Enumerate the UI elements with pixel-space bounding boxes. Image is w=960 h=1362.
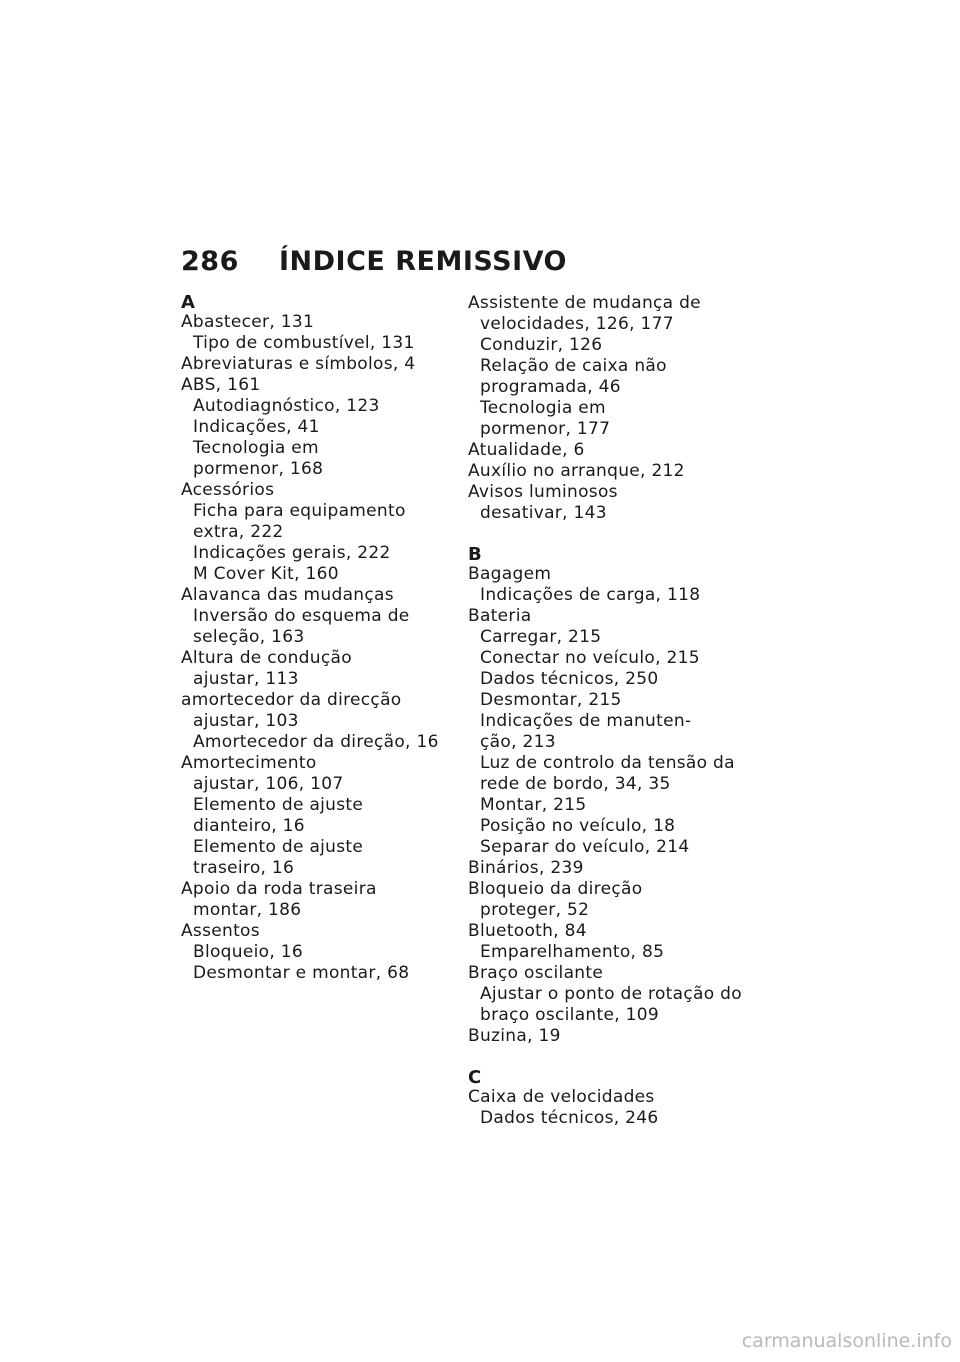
index-entry: Bagagem (468, 564, 552, 584)
index-subentry: M Cover Kit, 160 (193, 564, 339, 584)
index-subentry: Bloqueio, 16 (193, 942, 303, 962)
index-subentry: Posição no veículo, 18 (480, 816, 676, 836)
index-entry: Assistente de mudança de (468, 293, 701, 313)
index-subentry: dianteiro, 16 (193, 816, 305, 836)
index-subentry: Dados técnicos, 250 (480, 669, 659, 689)
index-entry: Abreviaturas e símbolos, 4 (181, 354, 416, 374)
index-subentry: velocidades, 126, 177 (480, 314, 674, 334)
page-title: ÍNDICE REMISSIVO (279, 246, 568, 277)
index-subentry: Desmontar, 215 (480, 690, 622, 710)
index-subentry: Ficha para equipamento (193, 501, 406, 521)
index-subentry: ajustar, 113 (193, 669, 299, 689)
index-subentry: Dados técnicos, 246 (480, 1108, 659, 1128)
index-subentry: Inversão do esquema de (193, 606, 410, 626)
index-entry: Buzina, 19 (468, 1026, 561, 1046)
index-subentry: Indicações gerais, 222 (193, 543, 391, 563)
index-subentry: Conduzir, 126 (480, 335, 603, 355)
index-entry: Braço oscilante (468, 963, 604, 983)
index-subentry: Tecnologia em (193, 438, 319, 458)
index-column-right (468, 293, 748, 1129)
index-letter-heading: A (181, 292, 196, 313)
index-subentry: rede de bordo, 34, 35 (480, 774, 671, 794)
index-subentry: Amortecedor da direção, 16 (193, 732, 439, 752)
index-subentry: Luz de controlo da tensão da (480, 753, 735, 773)
index-entry: Apoio da roda traseira (181, 879, 377, 899)
index-letter-heading: B (468, 544, 483, 565)
page-header (181, 246, 567, 277)
index-subentry: Separar do veículo, 214 (480, 837, 690, 857)
index-subentry: Indicações de carga, 118 (480, 585, 701, 605)
index-subentry: seleção, 163 (193, 627, 305, 647)
index-subentry: Autodiagnóstico, 123 (193, 396, 380, 416)
index-subentry: extra, 222 (193, 522, 284, 542)
index-entry: Altura de condução (181, 648, 352, 668)
index-entry: Bateria (468, 606, 532, 626)
index-entry: Bluetooth, 84 (468, 921, 587, 941)
index-entry: Amortecimento (181, 753, 317, 773)
index-entry: Acessórios (181, 480, 275, 500)
index-subentry: programada, 46 (480, 377, 621, 397)
index-subentry: montar, 186 (193, 900, 302, 920)
index-subentry: Montar, 215 (480, 795, 587, 815)
page-number: 286 (181, 246, 239, 277)
index-subentry: pormenor, 177 (480, 419, 611, 439)
index-subentry: ajustar, 103 (193, 711, 299, 731)
index-subentry: Elemento de ajuste (193, 795, 364, 815)
index-subentry: ajustar, 106, 107 (193, 774, 344, 794)
index-entry: Assentos (181, 921, 260, 941)
index-subentry: Conectar no veículo, 215 (480, 648, 700, 668)
index-subentry: ção, 213 (480, 732, 556, 752)
watermark: carmanualsonline.info (741, 1330, 952, 1352)
index-letter-heading: C (468, 1067, 482, 1088)
index-entry: ABS, 161 (181, 375, 261, 395)
index-subentry: Desmontar e montar, 68 (193, 963, 410, 983)
index-subentry: pormenor, 168 (193, 459, 324, 479)
index-subentry: Tipo de combustível, 131 (193, 333, 415, 353)
section-gap (468, 1047, 748, 1068)
index-entry: Auxílio no arranque, 212 (468, 461, 685, 481)
index-subentry: Carregar, 215 (480, 627, 602, 647)
index-subentry: desativar, 143 (480, 503, 607, 523)
index-subentry: braço oscilante, 109 (480, 1005, 659, 1025)
index-entry: Avisos luminosos (468, 482, 618, 502)
index-entry: Bloqueio da direção (468, 879, 643, 899)
index-subentry: Indicações, 41 (193, 417, 320, 437)
index-column-left (181, 293, 451, 984)
index-subentry: Emparelhamento, 85 (480, 942, 665, 962)
section-gap (468, 524, 748, 545)
index-entry: Caixa de velocidades (468, 1087, 655, 1107)
index-subentry: Relação de caixa não (480, 356, 667, 376)
index-subentry: Tecnologia em (480, 398, 606, 418)
index-subentry: traseiro, 16 (193, 858, 295, 878)
index-subentry: Ajustar o ponto de rotação do (480, 984, 742, 1004)
index-entry: Binários, 239 (468, 858, 584, 878)
index-entry: amortecedor da direcção (181, 690, 402, 710)
index-subentry: Elemento de ajuste (193, 837, 364, 857)
index-subentry: proteger, 52 (480, 900, 590, 920)
index-subentry: Indicações de manuten- (480, 711, 692, 731)
index-entry: Abastecer, 131 (181, 312, 315, 332)
index-entry: Atualidade, 6 (468, 440, 585, 460)
index-entry: Alavanca das mudanças (181, 585, 394, 605)
